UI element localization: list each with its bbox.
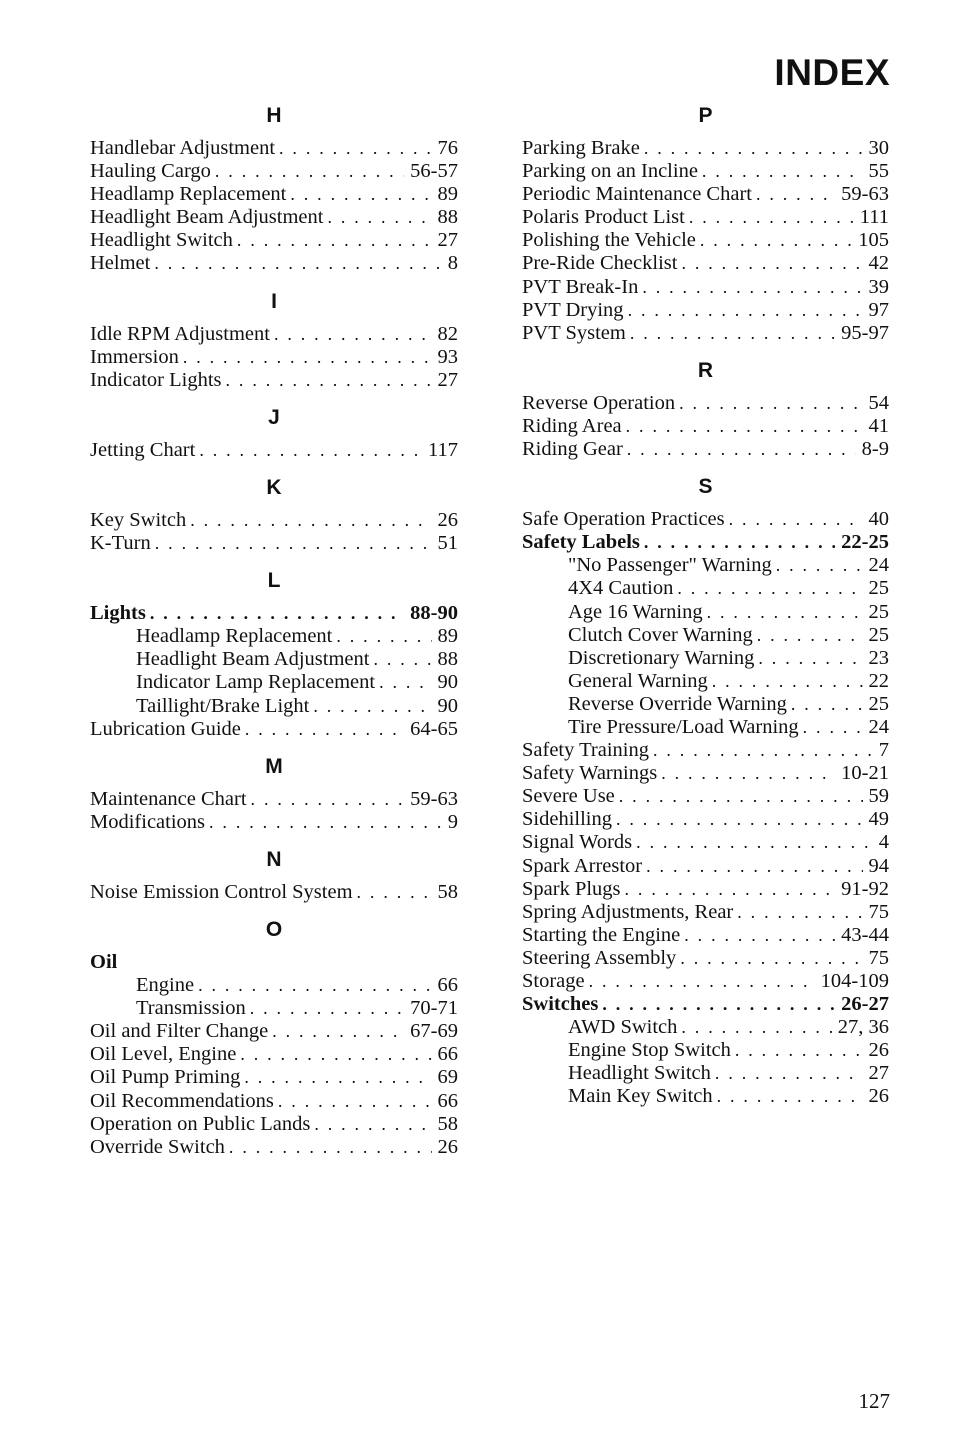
index-subentry: [522, 1039, 889, 1062]
entry-page: 26: [868, 1085, 889, 1108]
dot-leader: [313, 695, 431, 718]
entry-label: Indicator Lamp Replacement: [136, 671, 376, 694]
page-number: 127: [858, 1389, 890, 1413]
entry-page: 59-63: [410, 787, 458, 810]
entry-page: 23: [868, 646, 889, 669]
entry-label: 4X4 Caution: [568, 577, 674, 600]
entry-page: 25: [868, 600, 889, 623]
entry-page: 89: [437, 183, 458, 206]
dot-leader: [244, 1066, 431, 1089]
index-entry: [90, 160, 458, 183]
section-letter: O: [265, 917, 283, 941]
entry-label: Transmission: [136, 997, 246, 1020]
entry-page: 22: [868, 669, 889, 692]
entry-page: 25: [868, 577, 889, 600]
index-entry: [90, 788, 458, 811]
section-letter: K: [266, 475, 282, 499]
section-letter: M: [265, 754, 283, 778]
entry-page: 111: [859, 206, 889, 229]
index-subentry: [522, 1085, 889, 1108]
entry-label: Riding Area: [522, 414, 622, 437]
index-entry: [90, 183, 458, 206]
index-entry: [522, 438, 889, 461]
entry-label: Polishing the Vehicle: [522, 229, 696, 252]
entry-label: Parking Brake: [522, 137, 640, 159]
entry-label: Engine: [136, 974, 195, 997]
dot-leader: [327, 206, 431, 229]
dot-leader: [625, 878, 836, 901]
entry-page: 93: [437, 345, 458, 368]
index-subentry: [522, 716, 889, 739]
index-section: [522, 104, 889, 345]
dot-leader: [627, 438, 856, 461]
entry-label: Maintenance Chart: [90, 787, 247, 810]
index-entry: [522, 206, 889, 229]
entry-label: Spark Arrestor: [522, 854, 643, 877]
entry-label: Handlebar Adjustment: [90, 137, 276, 159]
index-subentry: [522, 577, 889, 600]
entry-label: PVT Break-In: [522, 275, 639, 298]
entry-page: 64-65: [410, 717, 458, 740]
index-entry: [90, 718, 458, 741]
entry-label: Override Switch: [90, 1135, 225, 1158]
index-entry: [522, 970, 889, 993]
index-entry: [90, 602, 458, 625]
entry-page: 49: [868, 808, 889, 831]
index-subentry: [90, 695, 458, 718]
entry-label: Safety Training: [522, 739, 649, 762]
dot-leader: [215, 160, 404, 183]
index-entry: [90, 1090, 458, 1113]
entry-page: 27: [437, 229, 458, 252]
entry-page: 10-21: [841, 762, 889, 785]
dot-leader: [373, 648, 431, 671]
index-section: [90, 104, 458, 276]
entry-label: Safety Labels: [522, 531, 640, 554]
entry-page: 42: [868, 252, 889, 275]
dot-leader: [644, 531, 835, 554]
dot-leader: [155, 532, 432, 555]
dot-leader: [677, 577, 862, 600]
entry-page: 66: [437, 1043, 458, 1066]
entry-label: Storage: [522, 970, 585, 992]
entry-label: Key Switch: [90, 508, 187, 531]
dot-leader: [278, 1090, 432, 1113]
entry-label: Oil Level, Engine: [90, 1043, 237, 1066]
dot-leader: [758, 647, 862, 670]
entry-page: 58: [437, 1112, 458, 1135]
index-entry: [90, 369, 458, 392]
entry-label: "No Passenger" Warning: [568, 554, 772, 577]
entry-page: 105: [858, 229, 889, 252]
index-entry: [90, 1066, 458, 1089]
entry-label: Headlight Beam Adjustment: [90, 206, 324, 229]
index-section: [90, 848, 458, 904]
entry-label: Oil: [90, 950, 118, 973]
index-entry: [522, 299, 889, 322]
dot-leader: [653, 739, 873, 762]
index-section: [90, 569, 458, 741]
index-column-left: [90, 104, 458, 1173]
entry-label: Oil Pump Priming: [90, 1066, 241, 1089]
dot-leader: [636, 831, 873, 854]
section-letter: N: [266, 847, 282, 871]
index-entry: [90, 532, 458, 555]
dot-leader: [681, 1016, 831, 1039]
entry-page: 26: [437, 508, 458, 531]
dot-leader: [251, 788, 405, 811]
entry-label: Clutch Cover Warning: [568, 623, 753, 646]
index-subentry: [90, 671, 458, 694]
entry-label: AWD Switch: [568, 1016, 678, 1039]
entry-page: 97: [868, 298, 889, 321]
entry-page: 30: [868, 137, 889, 159]
entry-page: 26: [437, 1135, 458, 1158]
index-entry: [522, 901, 889, 924]
section-letter: S: [698, 475, 713, 499]
index-subentry: [90, 997, 458, 1020]
dot-leader: [626, 415, 863, 438]
entry-label: Headlight Switch: [568, 1062, 711, 1085]
dot-leader: [209, 811, 442, 834]
entry-page: 27, 36: [837, 1016, 889, 1039]
dot-leader: [237, 229, 432, 252]
entry-page: 75: [868, 900, 889, 923]
entry-label: Periodic Maintenance Chart: [522, 183, 752, 206]
index-entry: [90, 509, 458, 532]
index-section: [90, 476, 458, 555]
entry-label: Headlamp Replacement: [136, 625, 333, 648]
entry-page: 27: [868, 1062, 889, 1085]
entry-label: Modifications: [90, 810, 206, 833]
dot-leader: [154, 252, 441, 275]
index-entry: [90, 206, 458, 229]
entry-page: 88-90: [410, 602, 458, 625]
entry-label: K-Turn: [90, 532, 151, 555]
index-entry: [522, 993, 889, 1016]
dot-leader: [707, 601, 863, 624]
entry-label: Age 16 Warning: [568, 600, 703, 623]
entry-page: 9: [447, 810, 458, 833]
dot-leader: [702, 160, 863, 183]
dot-leader: [684, 924, 835, 947]
entry-label: Taillight/Brake Light: [136, 694, 310, 717]
entry-label: Starting the Engine: [522, 923, 681, 946]
index-section: [522, 475, 889, 1108]
entry-label: Operation on Public Lands: [90, 1112, 311, 1135]
index-entry: [522, 924, 889, 947]
index-subentry: [522, 624, 889, 647]
entry-page: 90: [437, 694, 458, 717]
entry-page: 59-63: [841, 183, 889, 206]
index-entry: [522, 276, 889, 299]
index-entry: [522, 252, 889, 275]
entry-label: Oil and Filter Change: [90, 1020, 269, 1043]
index-entry: [522, 878, 889, 901]
dot-leader: [602, 993, 835, 1016]
entry-label: PVT System: [522, 321, 626, 344]
index-section: [90, 918, 458, 1159]
dot-leader: [712, 670, 863, 693]
index-subentry: [90, 974, 458, 997]
entry-page: 25: [868, 623, 889, 646]
entry-page: 40: [868, 508, 889, 531]
dot-leader: [681, 252, 862, 275]
index-entry: [90, 811, 458, 834]
dot-leader: [272, 1020, 404, 1043]
index-section: [522, 359, 889, 461]
entry-label: Reverse Operation: [522, 391, 676, 414]
index-entry: [522, 831, 889, 854]
entry-page: 66: [437, 1089, 458, 1112]
entry-page: 117: [428, 438, 458, 461]
entry-page: 54: [868, 391, 889, 414]
dot-leader: [190, 509, 431, 532]
entry-page: 89: [437, 625, 458, 648]
index-entry: [90, 1113, 458, 1136]
index-entry: [522, 531, 889, 554]
dot-leader: [226, 369, 432, 392]
index-subentry: [90, 625, 458, 648]
entry-page: 51: [437, 532, 458, 555]
dot-leader: [336, 625, 431, 648]
dot-leader: [646, 855, 862, 878]
entry-page: 94: [868, 854, 889, 877]
dot-leader: [737, 901, 862, 924]
dot-leader: [717, 1085, 863, 1108]
dot-leader: [245, 718, 404, 741]
entry-label: Sidehilling: [522, 808, 612, 831]
entry-page: 4: [878, 831, 889, 854]
index-entry: [522, 947, 889, 970]
index-entry: [522, 785, 889, 808]
entry-page: 104-109: [820, 970, 889, 992]
entry-page: 58: [437, 880, 458, 903]
entry-label: General Warning: [568, 669, 708, 692]
index-entry: [522, 183, 889, 206]
entry-page: 76: [437, 137, 458, 159]
entry-label: PVT Drying: [522, 298, 624, 321]
entry-label: Main Key Switch: [568, 1085, 713, 1108]
dot-leader: [250, 997, 404, 1020]
index-entry: [522, 392, 889, 415]
entry-page: 25: [868, 692, 889, 715]
dot-leader: [198, 974, 431, 997]
entry-label: Tire Pressure/Load Warning: [568, 715, 799, 738]
index-entry: [90, 252, 458, 275]
dot-leader: [680, 947, 862, 970]
index-entry: [90, 229, 458, 252]
index-entry: [522, 160, 889, 183]
entry-page: 90: [437, 671, 458, 694]
entry-label: Noise Emission Control System: [90, 880, 353, 903]
index-entry: [522, 415, 889, 438]
index-entry: [522, 808, 889, 831]
index-entry: [90, 346, 458, 369]
index-entry: [522, 762, 889, 785]
dot-leader: [689, 206, 854, 229]
index-subentry: [522, 1016, 889, 1039]
index-section: [90, 406, 458, 462]
entry-label: Discretionary Warning: [568, 646, 755, 669]
index-section: [90, 755, 458, 834]
index-entry: [90, 881, 458, 904]
index-subentry: [522, 1062, 889, 1085]
entry-page: 66: [437, 974, 458, 997]
index-entry: [90, 951, 458, 974]
entry-page: 67-69: [410, 1020, 458, 1043]
dot-leader: [619, 785, 863, 808]
entry-page: 82: [437, 322, 458, 345]
entry-label: Spark Plugs: [522, 877, 621, 900]
entry-label: Severe Use: [522, 785, 615, 808]
dot-leader: [229, 1136, 432, 1159]
entry-label: Jetting Chart: [90, 438, 196, 461]
dot-leader: [642, 276, 862, 299]
entry-page: 59: [868, 785, 889, 808]
dot-leader: [314, 1113, 431, 1136]
entry-page: 69: [437, 1066, 458, 1089]
index-section: [90, 290, 458, 392]
entry-page: 26: [868, 1039, 889, 1062]
index-entry: [90, 323, 458, 346]
dot-leader: [628, 299, 863, 322]
entry-label: Riding Gear: [522, 438, 623, 461]
dot-leader: [199, 439, 422, 462]
entry-page: 56-57: [410, 160, 458, 183]
entry-page: 70-71: [410, 997, 458, 1020]
section-letter: R: [697, 358, 714, 382]
entry-label: Engine Stop Switch: [568, 1039, 731, 1062]
entry-label: Signal Words: [522, 831, 633, 854]
entry-label: Polaris Product List: [522, 206, 685, 229]
dot-leader: [700, 229, 852, 252]
page-title: INDEX: [774, 52, 890, 93]
dot-leader: [661, 762, 835, 785]
entry-label: Idle RPM Adjustment: [90, 322, 270, 345]
dot-leader: [379, 671, 431, 694]
index-subentry: [522, 601, 889, 624]
dot-leader: [274, 323, 432, 346]
index-entry: [90, 1043, 458, 1066]
entry-label: Safe Operation Practices: [522, 508, 725, 531]
dot-leader: [715, 1062, 863, 1085]
section-letter: H: [266, 104, 282, 127]
entry-label: Oil Recommendations: [90, 1089, 274, 1112]
entry-label: Parking on an Incline: [522, 160, 698, 183]
entry-label: Headlamp Replacement: [90, 183, 287, 206]
entry-label: Helmet: [90, 252, 151, 275]
index-entry: [522, 322, 889, 345]
dot-leader: [150, 602, 404, 625]
dot-leader: [791, 693, 863, 716]
dot-leader: [589, 970, 815, 993]
index-entry: [90, 137, 458, 160]
entry-label: Indicator Lights: [90, 368, 222, 391]
entry-page: 26-27: [841, 993, 889, 1016]
index-subentry: [90, 648, 458, 671]
dot-leader: [803, 716, 863, 739]
entry-page: 43-44: [841, 923, 889, 946]
section-letter: I: [271, 289, 277, 313]
index-subentry: [522, 693, 889, 716]
index-entry: [522, 137, 889, 160]
entry-label: Switches: [522, 993, 599, 1016]
section-letter: J: [268, 405, 280, 429]
entry-page: 8-9: [861, 438, 889, 461]
entry-label: Headlight Switch: [90, 229, 233, 252]
entry-label: Pre-Ride Checklist: [522, 252, 678, 275]
index-entry: [90, 1136, 458, 1159]
dot-leader: [644, 137, 863, 160]
section-letter: L: [267, 569, 281, 593]
dot-leader: [616, 808, 863, 831]
index-subentry: [522, 647, 889, 670]
index-subentry: [522, 554, 889, 577]
dot-leader: [776, 554, 863, 577]
entry-label: Reverse Override Warning: [568, 692, 787, 715]
entry-page: 88: [437, 206, 458, 229]
entry-page: 8: [447, 252, 458, 275]
entry-page: 41: [868, 414, 889, 437]
dot-leader: [735, 1039, 863, 1062]
entry-page: 75: [868, 946, 889, 969]
entry-label: Spring Adjustments, Rear: [522, 900, 734, 923]
entry-page: 7: [878, 739, 889, 762]
entry-page: 91-92: [841, 877, 889, 900]
entry-label: Lights: [90, 602, 146, 625]
dot-leader: [756, 183, 835, 206]
dot-leader: [357, 881, 432, 904]
entry-page: 55: [868, 160, 889, 183]
entry-label: Lubrication Guide: [90, 717, 241, 740]
entry-label: Steering Assembly: [522, 946, 677, 969]
entry-page: 24: [868, 554, 889, 577]
entry-page: 22-25: [841, 531, 889, 554]
entry-page: 95-97: [841, 321, 889, 344]
index-column-right: [522, 104, 889, 1123]
index-entry: [522, 508, 889, 531]
dot-leader: [679, 392, 862, 415]
dot-leader: [183, 346, 432, 369]
dot-leader: [630, 322, 835, 345]
section-letter: P: [698, 104, 713, 127]
index-entry: [522, 229, 889, 252]
dot-leader: [290, 183, 431, 206]
entry-label: Immersion: [90, 345, 179, 368]
index-entry: [90, 439, 458, 462]
entry-page: 88: [437, 648, 458, 671]
index-entry: [522, 739, 889, 762]
entry-label: Hauling Cargo: [90, 160, 211, 183]
entry-label: Headlight Beam Adjustment: [136, 648, 370, 671]
entry-page: 39: [868, 275, 889, 298]
entry-label: Safety Warnings: [522, 762, 658, 785]
dot-leader: [757, 624, 863, 647]
index-entry: [90, 1020, 458, 1043]
index-subentry: [522, 670, 889, 693]
index-entry: [522, 855, 889, 878]
dot-leader: [240, 1043, 431, 1066]
dot-leader: [729, 508, 863, 531]
dot-leader: [279, 137, 431, 160]
entry-page: 24: [868, 715, 889, 738]
entry-page: 27: [437, 368, 458, 391]
